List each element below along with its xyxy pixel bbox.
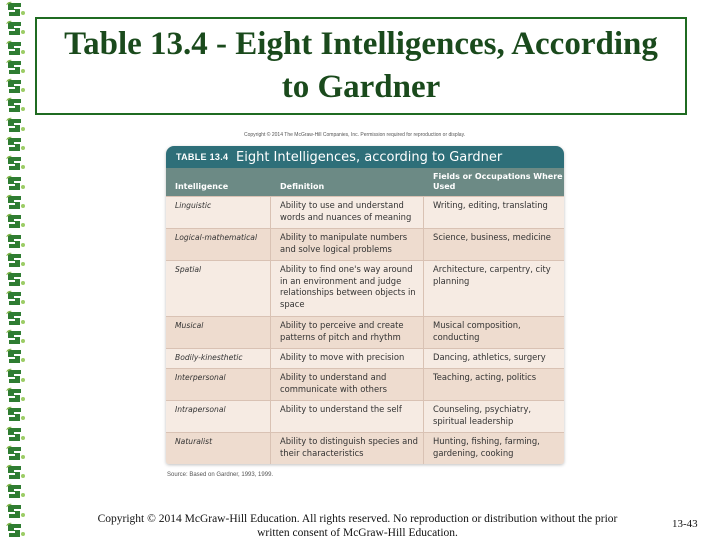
table-number: TABLE 13.4 [176, 152, 229, 162]
fields-cell: Teaching, acting, politics [433, 372, 537, 382]
definition-cell: Ability to distinguish species and their characteristics [271, 433, 424, 464]
definition-cell: Ability to use and understand words and nuances of meaning [271, 197, 424, 228]
definition-cell: Ability to manipulate numbers and solve logical problems [271, 229, 424, 260]
decorative-leaf-icon [4, 521, 26, 540]
intelligence-cell: Intrapersonal [166, 401, 271, 432]
decorative-leaf-icon [4, 463, 26, 482]
table-row [166, 228, 564, 260]
decorative-leaf-icon [4, 19, 26, 38]
intelligence-cell: Linguistic [166, 197, 271, 228]
decorative-leaf-icon [4, 386, 26, 405]
source-note: Source: Based on Gardner, 1993, 1999. [167, 472, 274, 478]
slide-number: 13-43 [672, 518, 698, 530]
definition-cell: Ability to understand and communicate with others [271, 369, 424, 400]
intelligence-cell: Logical-mathematical [166, 229, 271, 260]
fields-cell: Hunting, fishing, farming, gardening, cooking [433, 436, 540, 458]
table-row [166, 316, 564, 348]
decorative-leaf-icon [4, 405, 26, 424]
copyright-notice: Copyright © 2014 McGraw-Hill Education. All rights reserved. No reproduction or distribution without the prior written consent of McGraw-Hill Education. [97, 513, 618, 539]
table-row [166, 432, 564, 464]
fields-cell: Counseling, psychiatry, spiritual leadership [433, 404, 532, 426]
intelligence-cell: Spatial [166, 261, 271, 316]
table-title: Eight Intelligences, according to Gardner [236, 149, 503, 165]
decorative-leaf-icon [4, 193, 26, 212]
decorative-leaf-icon [4, 289, 26, 308]
column-header-fields: Fields or Occupations Where Used [433, 172, 563, 191]
decorative-border [0, 0, 30, 540]
table-row [166, 196, 564, 228]
intelligence-cell: Interpersonal [166, 369, 271, 400]
decorative-leaf-icon [4, 270, 26, 289]
column-header-intelligence: Intelligence [175, 182, 229, 191]
decorative-leaf-icon [4, 96, 26, 115]
decorative-leaf-icon [4, 116, 26, 135]
table-header-bar [166, 146, 564, 168]
intelligence-cell: Naturalist [166, 433, 271, 464]
fields-cell: Architecture, carpentry, city planning [433, 264, 551, 286]
decorative-leaf-icon [4, 251, 26, 270]
decorative-leaf-icon [4, 58, 26, 77]
column-headers [166, 168, 564, 196]
fields-cell: Musical composition, conducting [433, 320, 521, 342]
decorative-leaf-icon [4, 232, 26, 251]
intelligence-cell: Musical [166, 317, 271, 348]
table-row [166, 260, 564, 316]
table-row [166, 400, 564, 432]
table-row [166, 348, 564, 368]
definition-cell: Ability to understand the self [271, 401, 424, 432]
decorative-leaf-icon [4, 135, 26, 154]
decorative-leaf-icon [4, 154, 26, 173]
title-box [35, 17, 687, 115]
definition-cell: Ability to move with precision [271, 349, 424, 368]
decorative-leaf-icon [4, 212, 26, 231]
decorative-leaf-icon [4, 425, 26, 444]
decorative-leaf-icon [4, 328, 26, 347]
definition-cell: Ability to find one's way around in an environment and judge relationships between objects in space [271, 261, 424, 316]
permission-note: Copyright © 2014 The McGraw-Hill Companies, Inc. Permission required for reproduction or display. [244, 132, 466, 138]
decorative-leaf-icon [4, 502, 26, 521]
table-row [166, 368, 564, 400]
definition-cell: Ability to perceive and create patterns of pitch and rhythm [271, 317, 424, 348]
decorative-leaf-icon [4, 0, 26, 19]
slide-title: Table 13.4 - Eight Intelligences, According to Gardner [64, 26, 658, 105]
decorative-leaf-icon [4, 347, 26, 366]
decorative-leaf-icon [4, 444, 26, 463]
fields-cell: Writing, editing, translating [433, 200, 548, 210]
fields-cell: Dancing, athletics, surgery [433, 352, 546, 362]
decorative-leaf-icon [4, 77, 26, 96]
intelligence-cell: Bodily-kinesthetic [166, 349, 271, 368]
decorative-leaf-icon [4, 39, 26, 58]
decorative-leaf-icon [4, 174, 26, 193]
fields-cell: Science, business, medicine [433, 232, 551, 242]
intelligences-table [166, 146, 564, 464]
decorative-leaf-icon [4, 367, 26, 386]
decorative-leaf-icon [4, 309, 26, 328]
column-header-definition: Definition [280, 182, 325, 191]
decorative-leaf-icon [4, 482, 26, 501]
